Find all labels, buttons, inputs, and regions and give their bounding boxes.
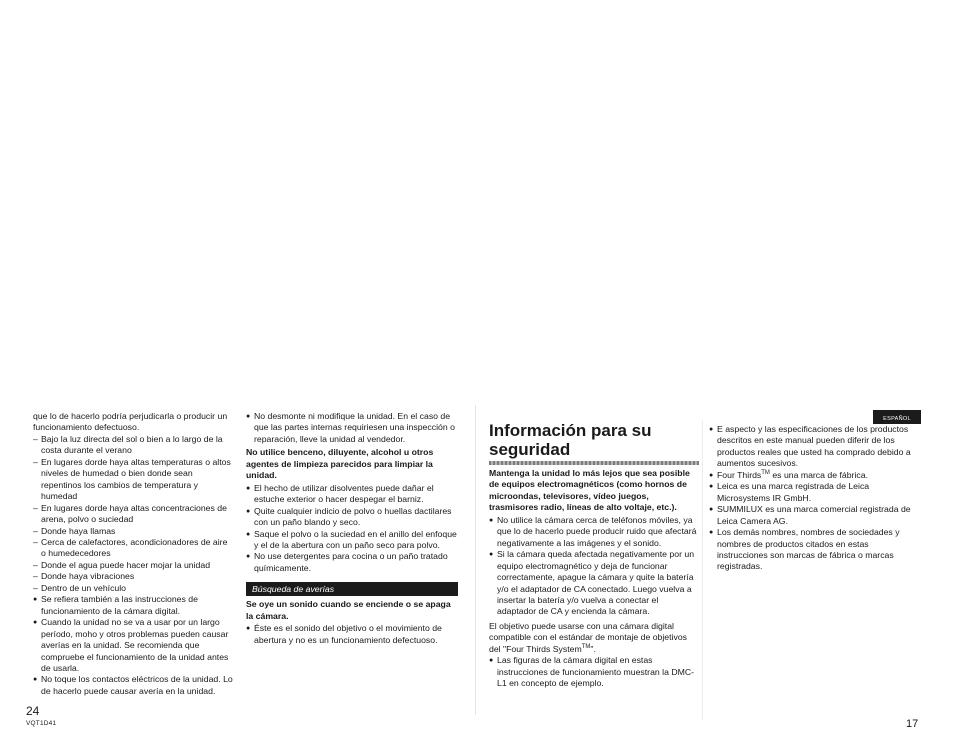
bullet-item — [709, 470, 921, 481]
col4-bullet-list — [709, 424, 921, 573]
col2-top-list — [246, 411, 458, 445]
cleaning-heading: No utilice benceno, diluyente, alcohol u otros agentes de limpieza parecidos para limpiar la unidad. — [246, 447, 434, 481]
bullet-item: ● Leica es una marca registrada de Leica Microsystems IR GmbH. — [709, 481, 921, 504]
bullet-item: ● No utilice la cámara cerca de teléfonos móviles, ya que lo de hacerlo puede producir ruido que afectará negativamente a las imágenes y el sonido. — [489, 515, 699, 549]
bullet-item: ● No desmonte ni modifique la unidad. En el caso de que las partes internas requiriesen una inspección o reparación, lleve la unidad al vendedor. — [246, 411, 458, 445]
right-column-1 — [489, 468, 699, 690]
column-divider — [702, 420, 703, 720]
bullet-item: ● SUMMILUX es una marca comercial registrada de Leica Camera AG. — [709, 504, 921, 527]
four-thirds-text: Four Thirds — [717, 469, 762, 480]
bullet-item: ● E aspecto y las especificaciones de los productos descritos en este manual pueden diferir de los productos reales que usted ha comprado debido a aumentos sucesivos. — [709, 424, 921, 470]
bullet-item: ● Cuando la unidad no se va a usar por un largo período, moho y otros problemas pueden causar averías en la unidad. Se recomienda que compruebe el funcionamiento de la unidad antes de usarla. — [33, 617, 233, 674]
lens-compat-end: ". — [590, 643, 596, 654]
bullet-item: ● Se refiera también a las instrucciones de funcionamiento de la cámara digital. — [33, 594, 233, 617]
col1-intro: que lo de hacerlo podría perjudicarla o producir un funcionamiento defectuoso. — [33, 411, 228, 433]
bullet-item: ● El hecho de utilizar disolventes puede dañar el estuche exterior o hacer despegar el barniz. — [246, 483, 458, 506]
troubleshooting-section-bar: Búsqueda de averías — [246, 582, 458, 596]
page-gutter — [475, 405, 476, 715]
dash-item: – Donde el agua puede hacer mojar la unidad — [33, 560, 233, 571]
language-tab: ESPAÑOL — [873, 410, 921, 424]
trademark-mark: TM — [761, 469, 770, 476]
lens-compat-text: El objetivo puede usarse con una cámara digital compatible con el estándar de montaje de objetivos del "Four Thirds System — [489, 620, 688, 654]
left-column-2 — [246, 411, 458, 646]
col3-last-list — [489, 655, 699, 689]
col1-bullet-list — [33, 594, 233, 697]
lens-compat-paragraph — [489, 621, 699, 655]
bullet-item: ● Las figuras de la cámara digital en estas instrucciones de funcionamiento muestran la DMC-L1 en concepto de ejemplo. — [489, 655, 699, 689]
bullet-item: ● Si la cámara queda afectada negativamente por un equipo electromagnético y deja de funcionar correctamente, apague la cámara y quite la batería y/o el adaptador de CA conectado. Luego vuelva a insertar la batería y/o vuelva a conectar el adaptador de CA y encienda la cámara. — [489, 549, 699, 618]
right-column-2 — [709, 424, 921, 573]
bullet-item: ● Quite cualquier indicio de polvo o huellas dactilares con un paño blando y seco. — [246, 506, 458, 529]
troubleshooting-answer-list — [246, 623, 458, 646]
dash-item: – En lugares dorde haya altas concentraciones de arena, polvo o suciedad — [33, 503, 233, 526]
bullet-item: ● Los demás nombres, nombres de sociedades y nombres de productos citados en estas instrucciones son marcas de fábrica o marcas registradas. — [709, 527, 921, 573]
safety-heading: Información para su seguridad — [489, 421, 652, 459]
dash-item: – Donde haya llamas — [33, 526, 233, 537]
four-thirds-text-end: es una marca de fábrica. — [769, 469, 868, 480]
heading-rule — [489, 461, 699, 465]
col3-bullet-list — [489, 515, 699, 618]
right-page-number: 17 — [906, 718, 919, 730]
dash-item: – Bajo la luz directa del sol o bien a lo largo de la costa durante el verano — [33, 434, 233, 457]
document-code: VQT1D41 — [26, 720, 57, 727]
trademark-mark: TM — [581, 643, 591, 650]
dash-item: – Donde haya vibraciones — [33, 571, 233, 582]
bullet-item: ● Saque el polvo o la suciedad en el anillo del enfoque y el de la abertura con un paño seco para polvo. — [246, 529, 458, 552]
bullet-item: ● No use detergentes para cocina o un paño tratado químicamente. — [246, 551, 458, 574]
col1-dash-list — [33, 434, 233, 594]
left-column-1 — [33, 411, 233, 697]
bullet-item: ● No toque los contactos eléctricos de la unidad. Lo de hacerlo puede causar avería en la unidad. — [33, 674, 233, 697]
electromagnetic-warning: Mantenga la unidad lo más lejos que sea posible de equipos electromagnéticos (como hornos de microondas, televisores, vídeo juegos, trasmisores radio, líneas de alto voltaje, etc.). — [489, 468, 690, 513]
troubleshooting-question: Se oye un sonido cuando se enciende o se apaga la cámara. — [246, 599, 451, 621]
left-page-number: 24 — [26, 704, 40, 718]
bullet-item: ● Éste es el sonido del objetivo o el movimiento de abertura y no es un funcionamiento defectuoso. — [246, 623, 458, 646]
dash-item: – En lugares dorde haya altas temperaturas o altos niveles de humedad o bien donde sean repentinos los cambios de temperatura y humedad — [33, 457, 233, 503]
col2-bullet-list — [246, 483, 458, 575]
dash-item: – Dentro de un vehículo — [33, 583, 233, 594]
dash-item: – Cerca de calefactores, acondicionadores de aire o humedecedores — [33, 537, 233, 560]
